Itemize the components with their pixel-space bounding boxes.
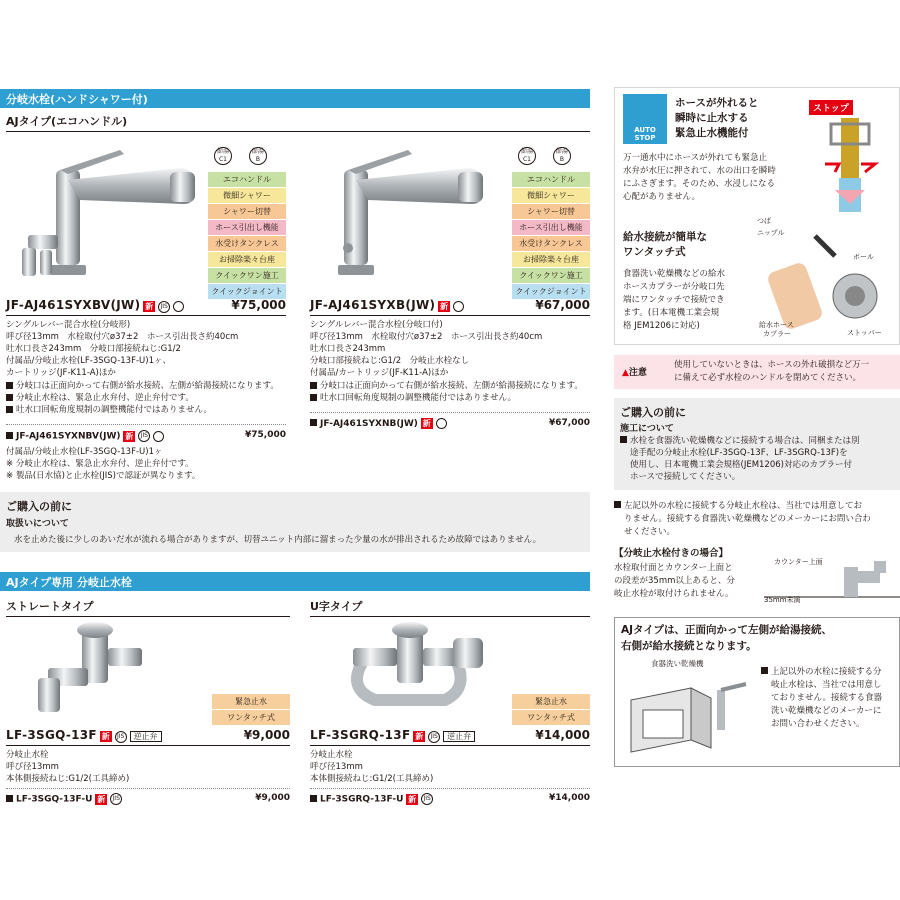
product-1-variant-row: [6, 430, 286, 444]
feature-tag: 水受けタンクレス: [512, 236, 590, 251]
variant-model: JF-AJ461SYXNBV(JW): [16, 431, 121, 442]
section-title-bar: [0, 89, 590, 108]
feature-tag: ホース引出し機能: [512, 220, 590, 235]
branch-valve-title: 【分岐止水栓付きの場合】: [614, 548, 729, 559]
badge-setsuyu-c1: 節湯 C1: [518, 147, 536, 165]
feature-tag: 緊急止水: [512, 694, 590, 709]
valve-1-type-title: ストレートタイプ: [6, 598, 290, 617]
feature-tag: ホース引出し機能: [208, 220, 286, 235]
spec-line: 分岐口部接続ねじ:G1/2 分岐止水栓なし: [310, 356, 470, 366]
product-2-variant-row: [310, 418, 590, 432]
feature-tag: ワンタッチ式: [512, 710, 590, 725]
before-purchase-text2: 左記以外の水栓に接続する分岐止水栓は、当社では用意してお りません。接続する食器洗い乾燥機などのメーカーにお問い合わ せください。: [614, 500, 900, 539]
variant-price: ¥14,000: [549, 793, 590, 803]
model-number: JF-AJ461SYXB(JW): [310, 298, 436, 312]
jis-icon: JIS: [158, 301, 170, 313]
badge-setsuyu-b: 節湯 B: [553, 147, 571, 165]
coupler-illustration: [755, 216, 895, 341]
before-purchase-box-right: [614, 398, 900, 490]
variant-line: ※ 分岐止水栓は、緊急止水弁付、逆止弁付です。: [6, 459, 194, 469]
before-purchase-subtitle: 施工について: [620, 424, 674, 434]
spec-line: 本体側接続ねじ:G1/2(工具締め): [310, 774, 434, 784]
stop-label: ストップ: [809, 100, 853, 115]
new-badge: 新: [101, 732, 110, 741]
valve-2-specs: [310, 749, 590, 785]
new-badge: 新: [145, 302, 154, 311]
product-1-model-row: [6, 298, 286, 316]
check-valve-badge: 逆止弁: [130, 731, 162, 742]
valve-2-variant-row: [310, 793, 590, 807]
valve-2-image: [335, 618, 505, 718]
feature-tag: シャワー切替: [512, 204, 590, 219]
check-valve-badge: 逆止弁: [443, 731, 475, 742]
spec-line: 本体側接続ねじ:G1/2(工具締め): [6, 774, 130, 784]
spec-line: 分岐止水栓: [310, 750, 353, 760]
label-nipple: ニップル: [757, 229, 785, 237]
variant-price: ¥75,000: [245, 430, 286, 440]
jis-icon: JIS: [428, 731, 440, 743]
label-35mm: 35mm未満: [764, 596, 801, 604]
spec-line: カートリッジ(JF-K11-A)ほか: [6, 368, 116, 378]
feature-tag: シャワー切替: [208, 204, 286, 219]
spec-line: 吐水口長さ243mm 分岐口部接続ねじ:G1/2: [6, 344, 181, 354]
model-number: LF-3SGRQ-13F: [310, 728, 411, 742]
feature-tag: クイックワン施工: [512, 268, 590, 283]
valve-1-model-row: [6, 728, 290, 746]
caution-box: [614, 355, 900, 389]
jis-icon: JIS: [110, 793, 122, 805]
spec-line: 呼び径13mm 水栓取付穴ø37±2 ホース引出長さ約40cm: [6, 332, 239, 342]
price: ¥14,000: [535, 728, 590, 742]
spec-line: シングルレバー混合水栓(分岐形): [6, 320, 131, 330]
branch-valve-diagram: [764, 557, 900, 607]
product-1-notes: [6, 380, 296, 416]
feature-tag: 緊急止水: [212, 694, 290, 709]
price: ¥75,000: [231, 298, 286, 312]
branch-valve-text: 水栓取付面とカウンター上面と の段差が35mm以上あると、分 岐止水栓が取付けられません。: [614, 563, 735, 599]
jis-icon: JIS: [138, 430, 150, 442]
new-badge: 新: [440, 302, 449, 311]
feature-tag: クイックジョイント: [208, 284, 286, 299]
note-line: 吐水口回転角度規制の調整機能付ではありません。: [320, 393, 517, 403]
auto-stop-icon: AUTO STOP: [623, 94, 667, 144]
product-2-model-row: [310, 298, 590, 316]
feature-tag: エコハンドル: [512, 172, 590, 187]
product-1-badges: [208, 147, 286, 165]
smile-icon: [453, 301, 464, 312]
new-badge: 新: [408, 794, 417, 804]
section-title: 分岐水栓(ハンドシャワー付): [6, 93, 148, 106]
new-badge: 新: [97, 794, 106, 804]
badge-setsuyu-c1: 節湯 C1: [214, 147, 232, 165]
label-counter: カウンター上面: [774, 558, 823, 566]
new-badge: 新: [415, 732, 424, 741]
note-line: 分岐止水栓は、緊急止水弁付、逆止弁付です。: [16, 393, 194, 403]
variant-line: ※ 製品(日水協)と止水栓(JIS)で認証が異なります。: [6, 471, 201, 481]
aj-type-title: AJタイプは、正面向かって左側が給湯接続、 右側が給水接続となります。: [621, 624, 833, 652]
spec-line: 呼び径13mm 水栓取付穴ø37±2 ホース引出長さ約40cm: [310, 332, 543, 342]
smile-icon: [173, 301, 184, 312]
warning-icon: ▲: [622, 368, 629, 378]
feature-tag: ワンタッチ式: [212, 710, 290, 725]
model-number: JF-AJ461SYXBV(JW): [6, 298, 141, 312]
new-badge: 新: [125, 431, 134, 441]
feature-tag: クイックジョイント: [512, 284, 590, 299]
product-1-feature-tags: [208, 172, 286, 300]
variant-price: ¥9,000: [255, 793, 290, 803]
valve-1-variant-row: [6, 793, 290, 807]
valve-1-specs: [6, 749, 286, 785]
aj-type-box: [614, 617, 900, 767]
spec-line: 呼び径13mm: [6, 762, 59, 772]
auto-stop-headline: ホースが外れると 瞬時に止水する 緊急止水機能付: [675, 97, 759, 139]
valve-2-tags: [512, 694, 590, 726]
feature-tag: 微細シャワー: [208, 188, 286, 203]
valve-2-type-title: U字タイプ: [310, 598, 590, 617]
label-stopper: ストッパー: [847, 329, 882, 337]
badge-setsuyu-b: 節湯 B: [249, 147, 267, 165]
auto-stop-illustration: [805, 94, 895, 212]
label-coupler: カプラー: [763, 330, 791, 338]
product-1-specs: [6, 319, 296, 379]
product-image-faucet-2: [318, 140, 503, 290]
caution-text: 使用していないときは、ホースの外れ破損など万一 に備えて必ず水栓のハンドルを閉めてください。: [674, 360, 870, 383]
label-hose: 給水ホース: [759, 321, 794, 329]
jis-icon: JIS: [421, 793, 433, 805]
price: ¥9,000: [243, 728, 290, 742]
subsection-title: AJタイプ(エコハンドル): [6, 113, 590, 132]
variant-price: ¥67,000: [549, 418, 590, 428]
auto-stop-body: 万一通水中にホースが外れても緊急止 水弁が水圧に押されて、水の出口を瞬時 にふさぎます。そのため、水浸しになる 心配がありません。: [623, 153, 776, 202]
product-image-faucet-1: [20, 140, 205, 290]
variant-model: LF-3SGQ-13F-U: [16, 794, 93, 805]
before-purchase-subtitle: 取扱いについて: [6, 519, 69, 529]
before-purchase-text: 水を止めた後に少しのあいだ水が流れる場合がありますが、切替ユニット内部に溜まった少量の水が排出されるため故障ではありません。: [14, 535, 542, 545]
spec-line: 付属品/カートリッジ(JF-K11-A)ほか: [310, 368, 449, 378]
smile-icon: [436, 418, 447, 429]
product-2-feature-tags: [512, 172, 590, 300]
feature-tag: お掃除楽々台座: [208, 252, 286, 267]
spec-line: シングルレバー混合水栓(分岐口付): [310, 320, 443, 330]
variant-model: JF-AJ461SYXNB(JW): [320, 419, 418, 429]
feature-tag: 水受けタンクレス: [208, 236, 286, 251]
variant-line: 付属品/分岐止水栓(LF-3SGQ-13F-U)1ヶ: [6, 447, 163, 457]
product-2-notes: [310, 380, 600, 404]
valve-1-tags: [212, 694, 290, 726]
before-purchase-title: ご購入の前に: [6, 500, 72, 513]
before-purchase-title: ご購入の前に: [620, 406, 686, 419]
spec-line: 呼び径13mm: [310, 762, 363, 772]
valve-2-model-row: [310, 728, 590, 746]
product-2-specs: [310, 319, 600, 379]
spec-line: 分岐止水栓: [6, 750, 49, 760]
new-badge: 新: [422, 419, 431, 428]
model-number: LF-3SGQ-13F: [6, 728, 97, 742]
branch-valve-section: [614, 545, 900, 607]
product-1-variant-lines: [6, 446, 296, 482]
jis-icon: JIS: [115, 731, 127, 743]
one-touch-headline: 給水接続が簡単な ワンタッチ式: [623, 231, 707, 258]
before-purchase-text1: 水栓を食器洗い乾燥機などに接続する場合は、同梱または別 途手配の分岐止水栓(LF-3SGQ-13F、LF-3SGRQ-13F)を 使用し、日本電機工業会規格(JEM1206)対応のカプラー付 ホースで接続してください。: [620, 435, 860, 483]
note-line: 分岐口は正面向かって右側が給水接続、左側が給湯接続になります。: [16, 381, 279, 391]
caution-label: ▲注意: [622, 368, 647, 378]
label-dishwasher: 食器洗い乾燥機: [651, 659, 704, 668]
note-line: 吐水口回転角度規制の調整機能付ではありません。: [16, 405, 213, 415]
variant-model: LF-3SGRQ-13F-U: [320, 794, 404, 805]
price: ¥67,000: [535, 298, 590, 312]
section2-title-bar: [0, 572, 590, 591]
label-tsuba: つば: [757, 217, 771, 225]
one-touch-body: 食器洗い乾燥機などの給水 ホースカプラーが分岐口先 端にワンタッチで接続でき ます。(日本電機工業会規 格 JEM1206に対応): [623, 269, 726, 331]
smile-icon: [153, 431, 164, 442]
before-purchase-box-left: [0, 492, 590, 552]
feature-tag: 微細シャワー: [512, 188, 590, 203]
dishwasher-illustration: [621, 658, 751, 758]
note-line: 分岐口は正面向かって右側が給水接続、左側が給湯接続になります。: [320, 381, 583, 391]
feature-panel: [614, 87, 900, 345]
feature-tag: クイックワン施工: [208, 268, 286, 283]
feature-tag: お掃除楽々台座: [512, 252, 590, 267]
label-ball: ボール: [853, 253, 874, 261]
spec-line: 吐水口長さ243mm: [310, 344, 386, 354]
spec-line: 付属品/分岐止水栓(LF-3SGQ-13F-U)1ヶ、: [6, 356, 171, 366]
section2-title: AJタイプ専用 分岐止水栓: [6, 576, 132, 589]
valve-1-image: [30, 618, 160, 718]
product-2-badges: [512, 147, 590, 165]
aj-type-text: 上記以外の水栓に接続する分 岐止水栓は、当社では用意し ておりません。接続する食器 洗い乾燥機などのメーカーに お問い合わせください。: [761, 666, 882, 731]
feature-tag: エコハンドル: [208, 172, 286, 187]
